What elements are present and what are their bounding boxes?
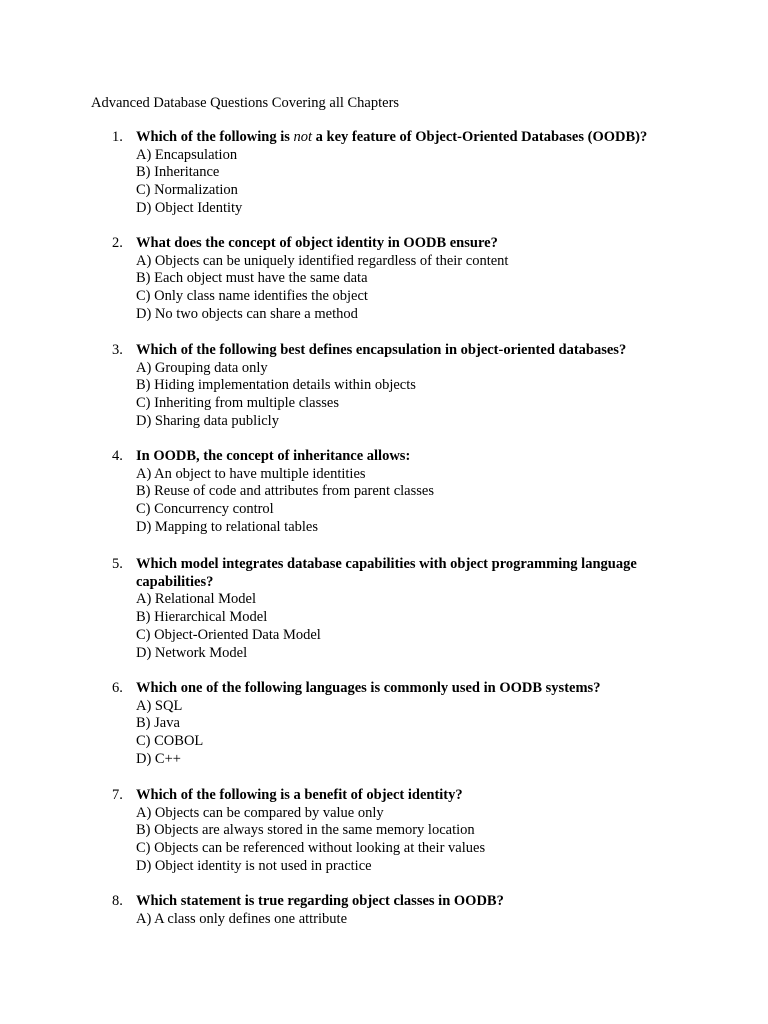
option-c: C) COBOL (136, 733, 204, 750)
option-b: B) Objects are always stored in the same memory location (136, 822, 475, 839)
question-number: 7. (112, 787, 123, 803)
document-title: Advanced Database Questions Covering all Chapters (91, 95, 400, 111)
option-a: A) A class only defines one attribute (136, 910, 348, 927)
question-number: 3. (112, 342, 123, 358)
option-a: A) Objects can be compared by value only (136, 804, 384, 821)
option-a: A) Relational Model (136, 591, 257, 608)
option-d: D) Object Identity (136, 199, 243, 216)
option-b: B) Inheritance (136, 164, 220, 181)
option-d: D) No two objects can share a method (136, 305, 358, 322)
option-b: B) Java (136, 715, 180, 732)
option-a: A) Objects can be uniquely identified regardless of their content (136, 252, 509, 269)
question-text: Which statement is true regarding object classes in OODB? (136, 893, 504, 909)
question-text: Which of the following is not a key feature of Object-Oriented Databases (OODB)? (136, 129, 648, 145)
question-number: 2. (112, 235, 123, 251)
option-c: C) Inheriting from multiple classes (136, 395, 339, 412)
question-text-line-1: Which model integrates database capabilities with object programming language (136, 556, 637, 572)
option-b: B) Hierarchical Model (136, 609, 268, 626)
option-c: C) Normalization (136, 182, 238, 199)
question-text: Which one of the following languages is commonly used in OODB systems? (136, 680, 601, 696)
option-d: D) C++ (136, 750, 181, 767)
option-a: A) SQL (136, 697, 183, 714)
question-text-line-2: capabilities? (136, 573, 214, 590)
option-c: C) Concurrency control (136, 501, 274, 518)
question-text: In OODB, the concept of inheritance allows: (136, 448, 411, 464)
option-d: D) Sharing data publicly (136, 412, 279, 429)
option-a: A) Grouping data only (136, 359, 268, 376)
question-number: 5. (112, 556, 123, 572)
question-text: What does the concept of object identity in OODB ensure? (136, 235, 498, 251)
option-d: D) Network Model (136, 644, 248, 661)
question-number: 4. (112, 448, 123, 464)
option-c: C) Objects can be referenced without looking at their values (136, 840, 486, 857)
question-number: 6. (112, 680, 123, 696)
option-d: D) Object identity is not used in practice (136, 857, 372, 874)
option-c: C) Only class name identifies the object (136, 288, 368, 305)
question-text: Which of the following is a benefit of object identity? (136, 787, 463, 803)
option-a: A) An object to have multiple identities (136, 465, 366, 482)
option-c: C) Object-Oriented Data Model (136, 626, 321, 643)
option-b: B) Reuse of code and attributes from parent classes (136, 483, 434, 500)
question-text: Which of the following best defines encapsulation in object-oriented databases? (136, 342, 627, 358)
option-a: A) Encapsulation (136, 146, 238, 163)
question-number: 8. (112, 893, 123, 909)
option-b: B) Each object must have the same data (136, 270, 368, 287)
option-d: D) Mapping to relational tables (136, 518, 319, 535)
question-number: 1. (112, 129, 123, 145)
option-b: B) Hiding implementation details within objects (136, 377, 416, 394)
